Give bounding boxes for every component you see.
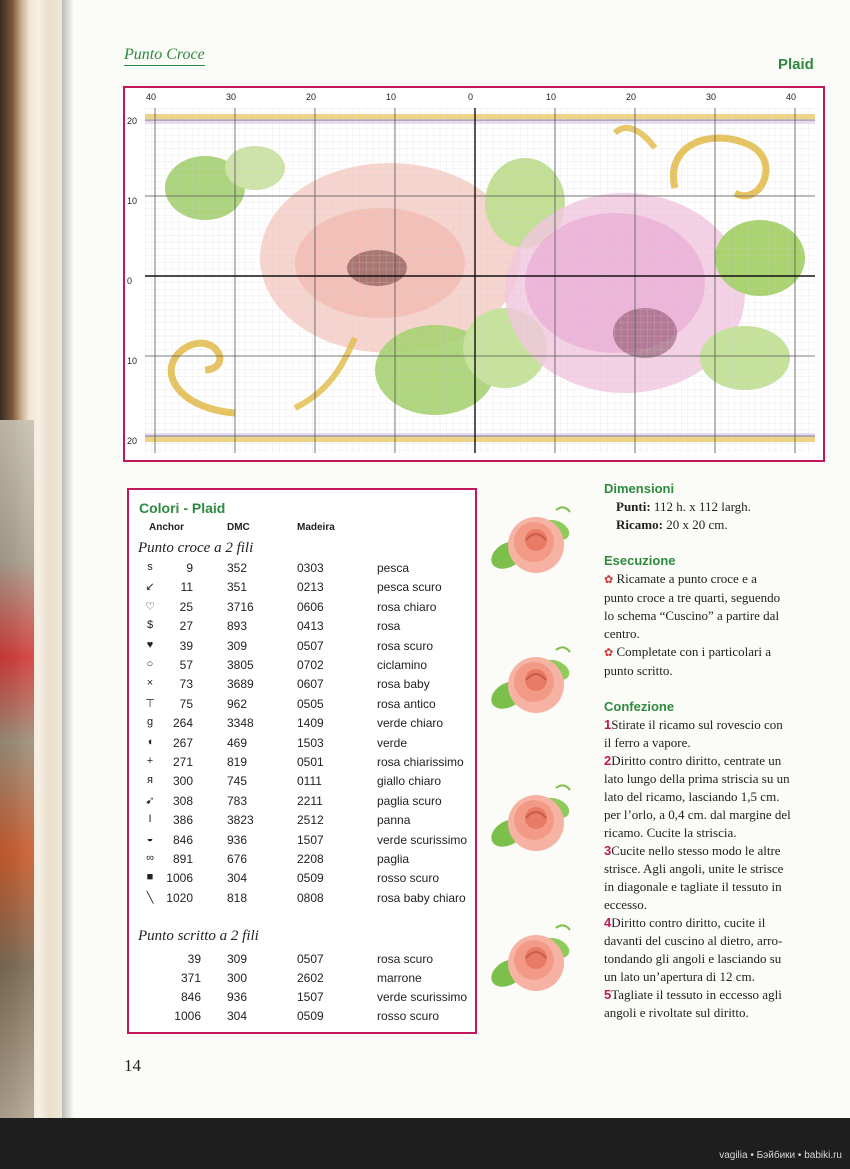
cross-stitch-title: Punto croce a 2 fili	[138, 540, 254, 556]
stitch-symbol: ɡ	[146, 716, 154, 729]
confezione-steps	[604, 716, 828, 1022]
anchor-code: 1006	[174, 1009, 201, 1023]
color-name: rosa baby chiaro	[377, 890, 466, 905]
dmc-code: 351	[227, 580, 248, 595]
anchor-code: 271	[172, 755, 193, 769]
confezione-step	[604, 986, 828, 1022]
stitch-symbol: ○	[146, 658, 154, 670]
esecuzione-line: lo schema “Cuscino” a partire dal	[604, 608, 780, 623]
color-name: rosso scuro	[377, 1009, 440, 1023]
dmc-code: 819	[227, 755, 248, 769]
madeira-code: 0606	[297, 599, 324, 614]
stitch-symbol: ♥	[146, 638, 154, 651]
stitch-symbol: ⊤	[145, 697, 155, 710]
dmc-code: 352	[227, 561, 248, 575]
color-row	[129, 869, 475, 888]
madeira-code: 0501	[297, 755, 324, 769]
stitch-symbol: ➹	[145, 794, 155, 807]
esecuzione-line: centro.	[604, 626, 640, 641]
dmc-code: 936	[227, 832, 248, 847]
left-axis-tick: 20	[127, 116, 138, 126]
color-row	[129, 578, 475, 597]
anchor-code: 75	[179, 696, 193, 711]
left-axis-tick: 10	[127, 196, 138, 206]
punti-value: 112 h. x 112 largh.	[653, 499, 751, 514]
color-row	[129, 734, 475, 753]
dmc-code: 3805	[227, 658, 254, 672]
color-row	[129, 695, 475, 714]
anchor-code: 73	[179, 677, 193, 692]
color-name: pesca scuro	[377, 580, 442, 595]
color-name: rosso scuro	[377, 871, 440, 886]
rose-illustration	[486, 778, 578, 868]
dmc-code: 304	[227, 1009, 248, 1023]
anchor-code: 1020	[166, 890, 193, 905]
color-name: ciclamino	[377, 658, 428, 672]
anchor-code: 846	[180, 990, 201, 1004]
madeira-code: 0509	[297, 1009, 324, 1023]
left-axis-tick: 0	[127, 276, 133, 286]
dmc-code: 3689	[227, 677, 254, 692]
dmc-code: 304	[227, 871, 248, 886]
madeira-code: 1507	[297, 990, 324, 1004]
step-text: Stirate il ricamo sul rovescio con	[611, 717, 783, 732]
top-axis-tick: 30	[226, 92, 237, 102]
confezione-step	[604, 752, 828, 842]
color-name: panna	[377, 813, 411, 828]
madeira-code: 0303	[297, 561, 324, 575]
anchor-code: 11	[180, 580, 193, 595]
step-line: strisce. Agli angoli, unite le strisce	[604, 861, 784, 876]
confezione-step	[604, 842, 828, 914]
flower-bullet-icon: ✿	[604, 647, 614, 659]
color-row	[129, 656, 475, 675]
stitch-symbol: ╲	[146, 891, 154, 904]
esecuzione-line: punto scritto.	[604, 663, 673, 678]
step-line: lato del ricamo, lasciando 1,5 cm.	[604, 789, 780, 804]
cross-stitch-pattern-chart	[145, 108, 815, 453]
page-number: 14	[124, 1056, 141, 1075]
color-row	[129, 598, 475, 617]
anchor-code: 39	[179, 638, 193, 653]
dmc-code: 818	[227, 890, 248, 905]
scan-background	[0, 1118, 850, 1169]
confezione-step	[604, 716, 828, 752]
dmc-code: 893	[227, 619, 248, 634]
madeira-code: 1507	[297, 832, 324, 847]
color-name: paglia scuro	[377, 793, 442, 808]
stitch-symbol: ◖	[146, 735, 154, 748]
top-axis-tick: 10	[546, 92, 557, 102]
top-axis-tick: 0	[468, 92, 474, 102]
madeira-code: 0509	[297, 871, 324, 886]
color-row	[129, 617, 475, 636]
stitch-symbol: я	[147, 774, 153, 787]
dmc-code: 676	[227, 852, 248, 866]
madeira-code: 0808	[297, 890, 324, 905]
top-axis-tick: 20	[626, 92, 637, 102]
punti-label: Punti:	[616, 499, 651, 514]
color-name: rosa chiaro	[377, 599, 437, 614]
color-name: verde chiaro	[377, 716, 444, 731]
step-line	[604, 842, 828, 860]
anchor-code: 1006	[166, 871, 193, 886]
dimensions-ricamo	[604, 516, 828, 534]
step-text: Cucite nello stesso modo le altre	[611, 843, 781, 858]
anchor-code: 9	[186, 561, 193, 575]
step-line: in diagonale e tagliate il tessuto in	[604, 879, 782, 894]
facing-page-photo-edge	[0, 420, 34, 1120]
color-name: rosa baby	[377, 677, 430, 692]
step-line	[604, 914, 828, 932]
color-name: rosa	[377, 619, 401, 634]
madeira-code: 0702	[297, 658, 324, 672]
step-line: angoli e rivoltate sul diritto.	[604, 1005, 749, 1020]
madeira-code: 2211	[297, 793, 323, 808]
rose-decorations	[486, 500, 584, 1000]
madeira-code: 2602	[297, 971, 324, 985]
color-key-title: Colori - Plaid	[139, 500, 226, 516]
dmc-code: 469	[227, 735, 248, 750]
backstitch-title: Punto scritto a 2 fili	[138, 928, 259, 944]
instructions-column	[604, 470, 828, 1022]
color-name: pesca	[377, 561, 410, 575]
step-number: 2	[604, 753, 612, 768]
top-axis-tick: 40	[786, 92, 797, 102]
step-text: Diritto contro diritto, centrate un	[611, 753, 782, 768]
color-name: rosa scuro	[377, 638, 434, 653]
madeira-code: 0507	[297, 638, 324, 653]
anchor-code: 386	[172, 813, 193, 828]
madeira-code: 2512	[297, 813, 324, 828]
anchor-code: 25	[179, 599, 193, 614]
step-line	[604, 752, 828, 770]
rose-illustration	[486, 640, 578, 730]
color-row	[129, 831, 475, 850]
step-text: Tagliate il tessuto in eccesso agli	[611, 987, 782, 1002]
color-name: verde scurissimo	[377, 990, 468, 1004]
color-row	[129, 792, 475, 811]
step-line: davanti del cuscino al dietro, arro-	[604, 933, 783, 948]
esecuzione-paragraph-1	[604, 570, 828, 643]
anchor-code: 300	[172, 774, 193, 789]
rose-illustration	[486, 918, 578, 1008]
step-line: il ferro a vapore.	[604, 735, 691, 750]
step-number: 5	[604, 987, 612, 1002]
dmc-header: DMC	[227, 522, 250, 533]
step-line: per l’orlo, a 0,4 cm. dal margine del	[604, 807, 791, 822]
madeira-code: 0507	[297, 952, 324, 966]
stitch-symbol: ■	[146, 871, 154, 884]
section-header: Punto Croce	[124, 46, 205, 66]
anchor-code: 27	[179, 619, 193, 634]
page-title: Plaid	[778, 56, 814, 73]
madeira-header: Madeira	[297, 522, 335, 533]
dimensions-punti	[604, 498, 828, 516]
esecuzione-line: punto croce a tre quarti, seguendo	[604, 590, 781, 605]
ricamo-value: 20 x 20 cm.	[666, 517, 728, 532]
dmc-code: 3348	[227, 716, 254, 731]
step-line: un lato un’apertura di 12 cm.	[604, 969, 755, 984]
anchor-code: 39	[187, 952, 201, 966]
step-line: tondando gli angoli e lasciando su	[604, 951, 782, 966]
watermark: vagilia • Бэйбики • babiki.ru	[719, 1150, 842, 1161]
left-axis-tick: 10	[127, 356, 138, 366]
dmc-code: 300	[227, 971, 248, 985]
pattern-grid-svg	[145, 108, 815, 453]
step-line	[604, 986, 828, 1004]
madeira-code: 0413	[297, 619, 324, 634]
ricamo-label: Ricamo:	[616, 517, 663, 532]
color-name: giallo chiaro	[377, 774, 442, 789]
stitch-symbol: +	[146, 755, 154, 767]
page-gutter-shadow	[62, 0, 74, 1118]
stitch-symbol: ◒	[146, 832, 154, 845]
step-line: eccesso.	[604, 897, 647, 912]
madeira-code: 0505	[297, 696, 324, 711]
madeira-code: 1503	[297, 735, 324, 750]
madeira-code: 0607	[297, 677, 324, 692]
color-name: paglia	[377, 852, 410, 866]
confezione-heading: Confezione	[604, 699, 675, 714]
color-row	[129, 753, 475, 772]
stitch-symbol: $	[146, 619, 154, 632]
madeira-code: 2208	[297, 852, 324, 866]
color-name: rosa chiarissimo	[377, 755, 464, 769]
color-name: marrone	[377, 971, 422, 985]
backstitch-row	[129, 988, 475, 1007]
top-axis-tick: 10	[386, 92, 397, 102]
stitch-symbol: I	[148, 813, 152, 826]
anchor-code: 57	[179, 658, 193, 672]
step-number: 4	[604, 915, 612, 930]
dmc-code: 309	[227, 952, 248, 966]
step-text: Diritto contro diritto, cucite il	[611, 915, 766, 930]
esecuzione-heading: Esecuzione	[604, 553, 676, 568]
confezione-step	[604, 914, 828, 986]
color-name: verde	[377, 735, 408, 750]
dmc-code: 962	[227, 696, 248, 711]
esecuzione-line: Ricamate a punto croce e a	[616, 571, 757, 586]
madeira-code: 0213	[297, 580, 324, 595]
madeira-code: 1409	[297, 716, 324, 731]
top-axis-tick: 40	[146, 92, 157, 102]
color-row	[129, 675, 475, 694]
flower-bullet-icon: ✿	[604, 574, 614, 586]
anchor-code: 846	[172, 832, 193, 847]
anchor-code: 267	[172, 735, 193, 750]
backstitch-row	[129, 950, 475, 969]
anchor-header: Anchor	[149, 522, 184, 533]
anchor-code: 264	[172, 716, 193, 731]
stitch-symbol: s	[147, 561, 153, 573]
step-line	[604, 716, 828, 734]
stitch-symbol: ↙	[145, 581, 155, 594]
color-name: rosa antico	[377, 696, 436, 711]
dmc-code: 745	[227, 774, 248, 789]
color-row	[129, 850, 475, 869]
color-name: rosa scuro	[377, 952, 434, 966]
rose-illustration	[486, 500, 578, 590]
dmc-code: 3716	[227, 599, 254, 614]
anchor-code: 371	[180, 971, 201, 985]
stitch-symbol: ♡	[145, 600, 155, 613]
color-name: verde scurissimo	[377, 832, 468, 847]
top-axis-tick: 30	[706, 92, 717, 102]
esecuzione-line: Completate con i particolari a	[616, 644, 771, 659]
color-row	[129, 714, 475, 733]
anchor-code: 308	[172, 793, 193, 808]
step-line: ricamo. Cucite la striscia.	[604, 825, 737, 840]
dmc-code: 783	[227, 793, 248, 808]
top-axis-tick: 20	[306, 92, 317, 102]
backstitch-row	[129, 969, 475, 988]
left-axis-tick: 20	[127, 436, 138, 446]
madeira-code: 0111	[297, 774, 322, 789]
dmc-code: 3823	[227, 813, 254, 828]
dmc-code: 936	[227, 990, 248, 1004]
step-number: 1	[604, 717, 612, 732]
color-row	[129, 772, 475, 791]
color-row	[129, 889, 475, 908]
color-key-box	[127, 488, 477, 1034]
stitch-symbol: ×	[146, 677, 154, 690]
step-number: 3	[604, 843, 612, 858]
backstitch-row	[129, 1007, 475, 1026]
dmc-code: 309	[227, 638, 248, 653]
color-row	[129, 637, 475, 656]
step-line: lato lungo della prima striscia su un	[604, 771, 790, 786]
stitch-symbol: ∞	[146, 852, 154, 864]
dimensions-heading: Dimensioni	[604, 481, 675, 496]
esecuzione-paragraph-2	[604, 643, 828, 680]
anchor-code: 891	[172, 852, 193, 866]
color-row	[129, 559, 475, 578]
color-row	[129, 811, 475, 830]
